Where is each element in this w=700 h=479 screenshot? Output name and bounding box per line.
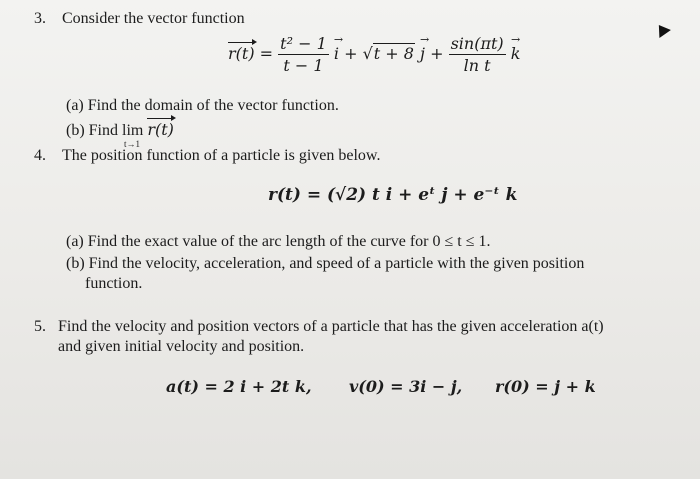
limit-expression: r(t)	[147, 120, 174, 139]
fraction-1-numerator: t² − 1	[280, 34, 327, 53]
problem3-equation	[228, 34, 520, 75]
fraction-2-numerator: sin(πt)	[450, 34, 504, 53]
fraction-1	[278, 34, 329, 75]
problem5-acceleration: a(t) = 2 i + 2t k,	[166, 377, 312, 396]
unit-vector-j: j →	[420, 44, 425, 63]
problem4-equation: r(t) = (√2) t i + eᵗ j + e⁻ᵗ k	[268, 185, 518, 205]
problem4-part-b: (b) Find the velocity, acceleration, and speed of a particle with the given position	[66, 255, 585, 272]
problem3-text: Consider the vector function	[62, 10, 245, 27]
problem4-part-b-cont: function.	[85, 275, 143, 292]
problem5-line1: Find the velocity and position vectors of a particle that has the given acceleration a(t)	[58, 318, 604, 335]
problem5-line2: and given initial velocity and position.	[58, 338, 305, 355]
limit-subscript: t→1	[124, 139, 141, 149]
problem5-number: 5.	[34, 318, 46, 335]
fraction-2	[449, 34, 506, 75]
problem3-number: 3.	[34, 10, 46, 27]
equals-sign: =	[259, 44, 274, 63]
problem3-part-a: (a) Find the domain of the vector function.	[66, 97, 339, 114]
problem4-text: The position function of a particle is given below.	[62, 147, 381, 164]
vector-r-of-t: r(t)	[228, 44, 255, 63]
plus-sign: +	[425, 44, 449, 63]
unit-vector-k: k →	[511, 44, 521, 63]
problem5-initial-velocity: v(0) = 3i − j,	[349, 377, 463, 396]
limit-operator: lim	[122, 122, 144, 139]
problem5-initial-position: r(0) = j + k	[495, 377, 596, 396]
problem3-part-b-label: (b) Find	[66, 122, 118, 139]
problem4-part-a: (a) Find the exact value of the arc length of the curve for 0 ≤ t ≤ 1.	[66, 233, 491, 250]
plus-sqrt: + √	[338, 44, 373, 63]
sqrt-argument: t + 8	[373, 44, 414, 63]
cursor-icon	[653, 21, 671, 38]
problem4-number: 4.	[34, 147, 46, 164]
problem3-part-b	[66, 120, 174, 149]
fraction-2-denominator: ln t	[449, 54, 506, 75]
unit-vector-i: i →	[334, 44, 339, 63]
fraction-1-denominator: t − 1	[278, 54, 329, 75]
limit	[122, 122, 144, 149]
